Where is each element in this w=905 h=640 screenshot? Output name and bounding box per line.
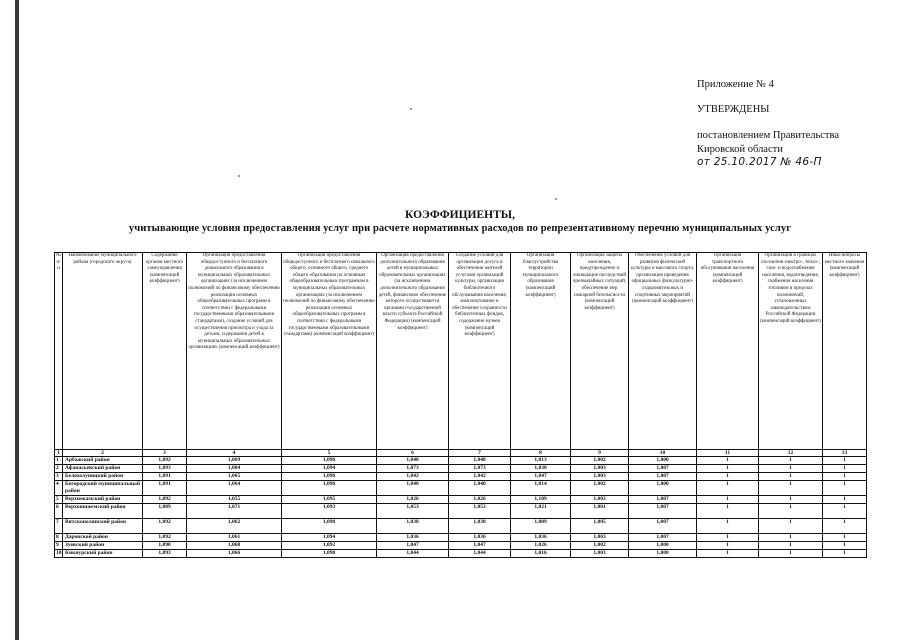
coefficient-value: 1: [823, 496, 867, 504]
table-row: [55, 465, 867, 473]
coefficient-value: 1,000: [629, 550, 697, 558]
coefficient-value: 1: [759, 542, 823, 550]
coefficient-value: 1,092: [143, 496, 187, 504]
coefficient-value: 1,026: [511, 542, 571, 550]
coefficient-value: 1,092: [143, 519, 187, 534]
coefficient-value: 1,096: [282, 481, 377, 496]
header-cell: Создание условий для организации досуга и обеспечения жителей услугами организаций культуры, организация библиотечного обслуживания населения, комплектование и обеспечение сохранности библиотечных фондов, содержание музеев (компенсаций коэффициент): [449, 253, 511, 450]
coefficient-value: 1,003: [571, 534, 629, 542]
coefficient-value: 1,026: [377, 496, 449, 504]
coefficient-value: 1,044: [377, 550, 449, 558]
coefficient-value: 1: [823, 542, 867, 550]
coefficient-value: 1,000: [629, 457, 697, 465]
header-cell: Содержание органов местного самоуправления (компенсаций коэффициент): [143, 253, 187, 450]
header-cell: Организация предоставления общедоступного и бесплатного дошкольного образования в муниципальных образовательных организациях (за исключением полномочий по финансовому обеспечению реализации основных общеобразовательных программ в соответствии с федеральными государственными образовательными стандартами), создание условий для осуществления присмотра и ухода за детьми, содержания детей в муниципальных образовательных организациях (компенсаций коэффициент): [187, 253, 282, 450]
coefficient-value: 1,055: [187, 496, 282, 504]
column-number: 9: [571, 450, 629, 457]
coefficient-value: 1,007: [629, 496, 697, 504]
row-number: 10: [56, 550, 62, 556]
coefficient-value: 1,109: [511, 496, 571, 504]
district-name: Афанасьевский район: [63, 465, 143, 473]
coefficient-value: 1,090: [282, 550, 377, 558]
coefficient-value: 1,003: [571, 473, 629, 481]
row-number: 1: [55, 457, 63, 465]
header-cell: Обеспечение условий для развития физической культуры и массового спорта, организация проведения официальных физкультурно-оздоровительных и спортивных мероприятий (компенсаций коэффициент): [629, 253, 697, 450]
coefficient-value: 1: [759, 473, 823, 481]
header-cell: Организация благоустройства территории муниципального образования (компенсаций коэффициент): [511, 253, 571, 450]
decree-line-2: Кировской области: [697, 143, 783, 155]
coefficient-value: 1,093: [143, 550, 187, 558]
table-row: [55, 542, 867, 550]
coefficient-value: 1,038: [377, 519, 449, 534]
coefficient-value: 1,036: [377, 534, 449, 542]
coefficient-value: 1,044: [449, 550, 511, 558]
coefficient-value: 1,065: [187, 473, 282, 481]
coefficient-value: 1,002: [571, 457, 629, 465]
coefficient-value: 1,005: [571, 519, 629, 534]
column-number: 5: [282, 450, 377, 457]
coefficient-value: 1,094: [282, 534, 377, 542]
coefficient-value: 1: [759, 481, 823, 496]
coefficient-value: 1,042: [377, 473, 449, 481]
coefficient-value: 1: [697, 496, 759, 504]
row-number: 5: [55, 496, 63, 504]
table-row: [55, 457, 867, 465]
header-cell: Организация предоставления дополнительного образования детей в муниципальных образовательных организациях (за исключением дополнительного образования детей, финансовое обеспечение которого осуществляется органами государственной власти субъекта Российской Федерации) (компенсаций коэффициент): [377, 253, 449, 450]
coefficient-value: 1: [697, 457, 759, 465]
coefficient-value: 1,091: [143, 481, 187, 496]
coefficient-value: 1,048: [449, 457, 511, 465]
coefficient-value: 1,042: [449, 473, 511, 481]
coefficient-value: 1: [823, 519, 867, 534]
header-cell: Наименование муниципального района (городского округа): [63, 253, 143, 450]
coefficient-value: 1,064: [187, 481, 282, 496]
column-number: 1: [55, 450, 63, 457]
coefficient-value: 1: [759, 504, 823, 519]
coefficient-value: 1,095: [282, 496, 377, 504]
row-number: 4: [55, 481, 63, 496]
scan-speck: [555, 198, 557, 200]
coefficient-value: 1: [697, 481, 759, 496]
coefficient-value: 1: [823, 550, 867, 558]
coefficient-value: 1,069: [187, 457, 282, 465]
column-number: 8: [511, 450, 571, 457]
coefficient-value: 1,066: [187, 550, 282, 558]
coefficient-value: 1,093: [143, 465, 187, 473]
table-row: [55, 550, 867, 558]
coefficient-value: 1: [759, 457, 823, 465]
coefficient-value: 1: [823, 457, 867, 465]
coefficients-table: [54, 252, 867, 558]
header-cell: № п/п: [55, 253, 63, 450]
coefficient-value: 1: [759, 519, 823, 534]
row-number: 9: [55, 542, 63, 550]
coefficient-value: 1,092: [143, 457, 187, 465]
district-name: Кикнурский район: [63, 550, 143, 558]
coefficient-value: 1,000: [629, 542, 697, 550]
table-row: [55, 481, 867, 496]
coefficient-value: 1,071: [187, 504, 282, 519]
coefficient-value: 1,040: [449, 481, 511, 496]
coefficient-value: 1,007: [629, 519, 697, 534]
coefficient-value: 1,021: [511, 504, 571, 519]
coefficient-value: 1: [823, 504, 867, 519]
coefficient-value: 1,007: [629, 473, 697, 481]
coefficient-value: 1: [697, 550, 759, 558]
coefficient-value: 1: [759, 550, 823, 558]
coefficient-value: 1: [759, 534, 823, 542]
coefficient-value: 1,003: [571, 465, 629, 473]
coefficient-value: 1: [697, 504, 759, 519]
coefficient-value: 1,003: [571, 550, 629, 558]
approval-block: [697, 78, 897, 170]
coefficient-value: 1,073: [449, 465, 511, 473]
document-title: КОЭФФИЦИЕНТЫ,: [405, 209, 515, 221]
district-name: Арбажский район: [63, 457, 143, 465]
table-row: [55, 504, 867, 519]
district-name: Даровской район: [63, 534, 143, 542]
column-number: 7: [449, 450, 511, 457]
coefficient-value: 1,038: [449, 519, 511, 534]
coefficient-value: 1,002: [571, 481, 629, 496]
coefficient-value: 1,007: [629, 534, 697, 542]
coefficient-value: 1,048: [377, 457, 449, 465]
coefficient-value: 1,013: [511, 457, 571, 465]
column-number: 6: [377, 450, 449, 457]
coefficient-value: 1,093: [282, 504, 377, 519]
coefficient-value: 1,001: [571, 504, 629, 519]
coefficient-value: 1: [823, 481, 867, 496]
column-number: 10: [629, 450, 697, 457]
coefficient-value: 1: [697, 473, 759, 481]
coefficient-value: 1: [759, 496, 823, 504]
coefficient-value: 1,016: [511, 550, 571, 558]
coefficient-value: 1,040: [377, 481, 449, 496]
coefficient-value: 1,073: [377, 465, 449, 473]
coefficient-value: 1,009: [511, 519, 571, 534]
coefficient-value: 1,096: [282, 457, 377, 465]
header-cell: Организация в границах поселения электро-, тепло-, газо- и водоснабжения населения, водоотведения, снабжения населения топливом в пределах полномочий, установленных законодательством Российской Федерации (компенсаций коэффициент): [759, 253, 823, 450]
column-number: 13: [823, 450, 867, 457]
coefficient-value: 1: [823, 534, 867, 542]
coefficient-value: 1,047: [449, 542, 511, 550]
district-name: Верхнекамский район: [63, 496, 143, 504]
coefficient-value: 1: [697, 542, 759, 550]
coefficient-value: 1,096: [282, 473, 377, 481]
scan-speck: [238, 175, 240, 177]
coefficient-value: 1,068: [187, 542, 282, 550]
decree-line-1: постановлением Правительства: [697, 130, 840, 141]
coefficient-value: 1,053: [377, 504, 449, 519]
coefficient-value: 1,047: [511, 473, 571, 481]
coefficient-value: 1: [759, 465, 823, 473]
coefficient-value: 1,036: [511, 534, 571, 542]
coefficient-value: 1,007: [629, 465, 697, 473]
district-name: Вятскополянский район: [63, 519, 143, 534]
coefficient-value: 1,092: [143, 534, 187, 542]
coefficient-value: 1,053: [449, 504, 511, 519]
decree-date-number: от 25.10.2017 № 46-П: [697, 156, 822, 168]
district-name: Верхошижемский район: [63, 504, 143, 519]
coefficient-value: 1,092: [282, 542, 377, 550]
coefficient-value: 1: [823, 465, 867, 473]
coefficient-value: 1,003: [571, 496, 629, 504]
header-cell: Организация транспортного обслуживания населения (компенсаций коэффициент): [697, 253, 759, 450]
approved-label: УТВЕРЖДЕНЫ: [697, 103, 770, 115]
coefficient-value: 1,002: [571, 542, 629, 550]
coefficient-value: 1,000: [629, 481, 697, 496]
row-number: 6: [55, 504, 63, 519]
row-number: 8: [55, 534, 63, 542]
table-row: [55, 473, 867, 481]
column-number: 4: [187, 450, 282, 457]
header-cell: Организация предоставления общедоступного и бесплатного начального общего, основного общего, среднего общего образования по основным общеобразовательным программам в муниципальных образовательных организациях (за исключением полномочий по финансовому обеспечению реализации основных общеобразовательных программ в соответствии с федеральными государственными образовательными стандартами) (компенсаций коэффициент): [282, 253, 377, 450]
column-number-row: [55, 450, 867, 457]
coefficient-value: 1,026: [449, 496, 511, 504]
column-number: 11: [697, 450, 759, 457]
coefficient-value: 1,090: [143, 542, 187, 550]
row-number: 2: [55, 465, 63, 473]
header-cell: Организация защиты населения, предупреждение и ликвидация последствий чрезвычайных ситуаций, обеспечение мер пожарной безопасности (компенсаций коэффициент): [571, 253, 629, 450]
coefficient-value: 1,036: [449, 534, 511, 542]
district-name: Белохолуницкий район: [63, 473, 143, 481]
header-row: [55, 253, 867, 450]
coefficient-value: 1,094: [282, 465, 377, 473]
row-number: 3: [55, 473, 63, 481]
scan-edge-shadow: [15, 0, 19, 640]
coefficient-value: 1,030: [511, 465, 571, 473]
table-row: [55, 519, 867, 534]
coefficient-value: 1,062: [187, 519, 282, 534]
column-number: 2: [63, 450, 143, 457]
column-number: 12: [759, 450, 823, 457]
table-row: [55, 534, 867, 542]
row-number: 7: [55, 519, 63, 534]
coefficient-value: 1: [697, 519, 759, 534]
coefficient-value: 1: [697, 534, 759, 542]
coefficient-value: 1,014: [511, 481, 571, 496]
coefficient-value: 1,084: [187, 465, 282, 473]
scan-speck: [410, 108, 412, 110]
coefficient-value: 1,007: [629, 504, 697, 519]
document-subtitle: учитывающие условия предоставления услуг при расчете нормативных расходов по репрезентативному перечню муниципальных услуг: [128, 223, 792, 234]
table-row: [55, 496, 867, 504]
appendix-label: Приложение № 4: [697, 79, 774, 90]
coefficient-value: 1: [697, 465, 759, 473]
coefficient-value: 1: [823, 473, 867, 481]
coefficient-value: 1,091: [143, 473, 187, 481]
coefficient-value: 1,090: [282, 519, 377, 534]
district-name: Зуевский район: [63, 542, 143, 550]
coefficient-value: 1,089: [143, 504, 187, 519]
header-cell: Иные вопросы местного значения (компенсаций коэффициент): [823, 253, 867, 450]
coefficient-value: 1,061: [187, 534, 282, 542]
column-number: 3: [143, 450, 187, 457]
district-name: Богородский муниципальный район: [63, 481, 143, 496]
coefficient-value: 1,047: [377, 542, 449, 550]
